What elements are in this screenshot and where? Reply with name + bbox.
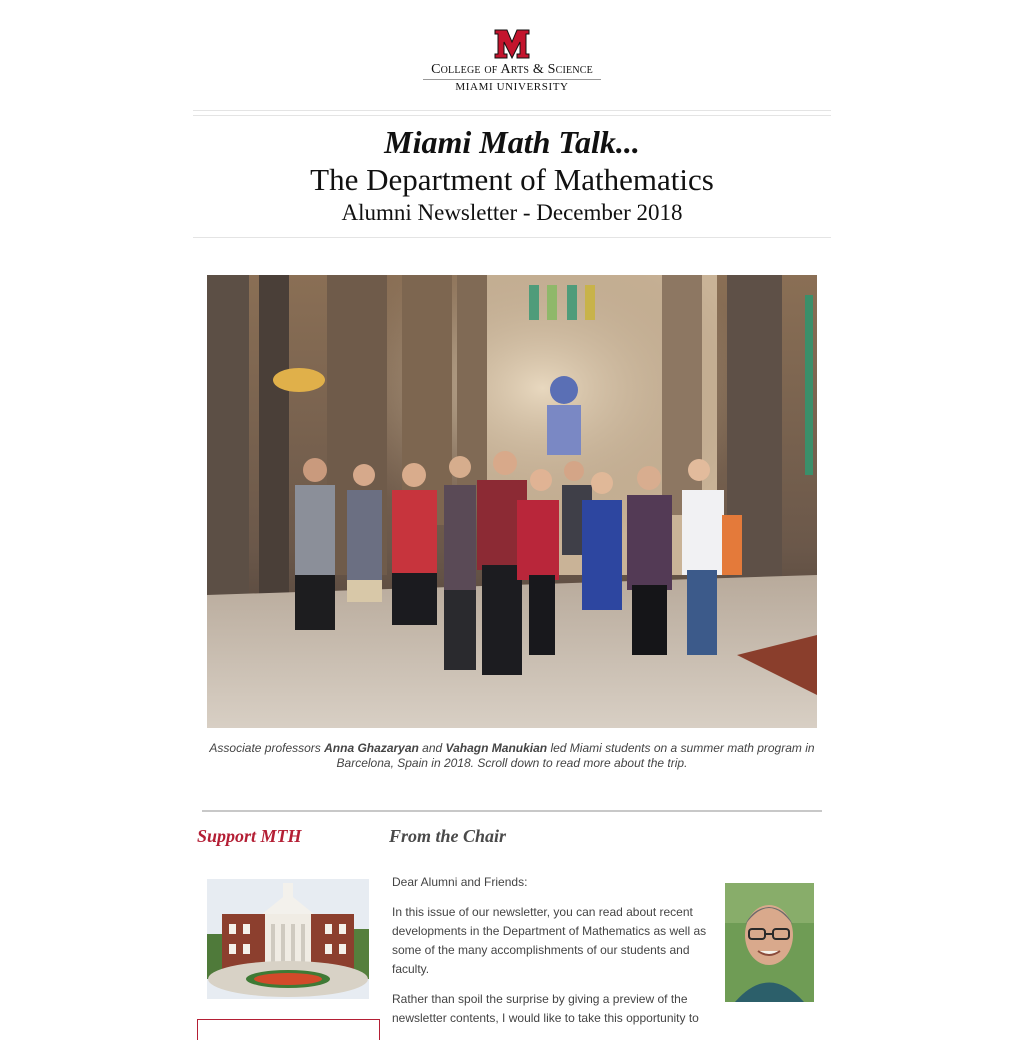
caption-text-3: led Miami students on a summer math program in Barcelona, Spain in 2018. Scroll down to read more about the trip. (336, 741, 815, 770)
newsletter-edition: Alumni Newsletter - December 2018 (341, 200, 683, 225)
support-button[interactable] (197, 1019, 380, 1040)
support-heading[interactable]: Support MTH (197, 826, 302, 846)
chair-letter (392, 873, 717, 1039)
letter-greeting: Dear Alumni and Friends: (392, 875, 528, 889)
divider-top-2 (193, 115, 831, 116)
department-name: The Department of Mathematics (310, 162, 714, 197)
college-logo[interactable] (0, 28, 1024, 93)
divider-header-bottom (193, 237, 831, 238)
section-divider (202, 810, 822, 812)
logo-university-name: MIAMI UNIVERSITY (455, 81, 569, 93)
logo-college-name: College of Arts & Science (431, 62, 593, 77)
chair-portrait (725, 883, 814, 1002)
letter-paragraph-1: In this issue of our newsletter, you can read about recent developments in the Department of Mathematics as well as some of the many accomplishments of our students and faculty. (392, 905, 707, 976)
caption-name-vahagn: Vahagn Manukian (445, 741, 548, 755)
newsletter-title: Miami Math Talk... (384, 124, 640, 160)
caption-text-1: Associate professors (209, 741, 325, 755)
divider-top (193, 110, 831, 111)
chair-photo (725, 883, 814, 1002)
building-photo[interactable] (207, 879, 369, 999)
newsletter-header (193, 122, 831, 228)
letter-paragraph-2: Rather than spoil the surprise by giving a preview of the newsletter contents, I would like to take this opportunity to (392, 992, 699, 1025)
caption-text-2: and (418, 741, 446, 755)
bachelor-hall-image (207, 879, 369, 999)
miami-m-logo-icon (493, 28, 531, 60)
logo-divider (423, 79, 601, 80)
cathedral-group-photo (207, 275, 817, 728)
hero-photo (207, 275, 817, 728)
chair-heading: From the Chair (389, 826, 507, 846)
hero-caption (207, 741, 817, 771)
caption-name-anna: Anna Ghazaryan (324, 741, 419, 755)
